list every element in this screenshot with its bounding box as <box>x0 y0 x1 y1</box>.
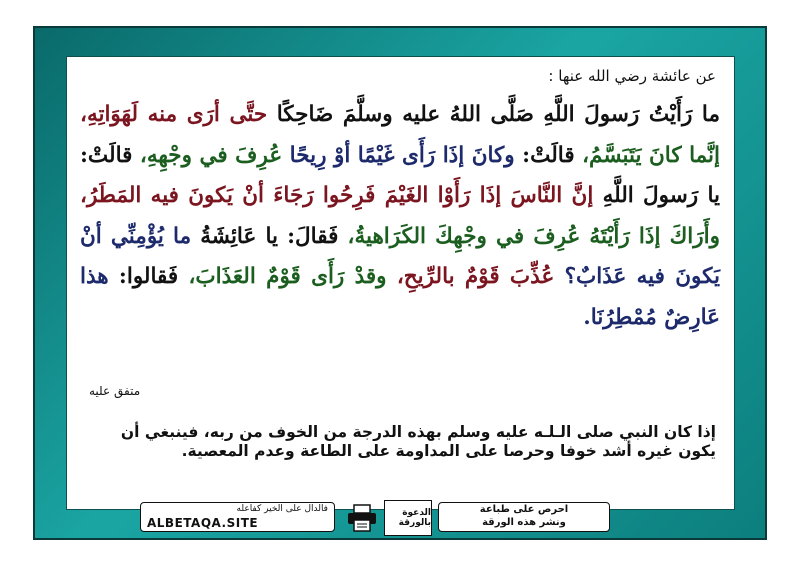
hadith-segment: قالَتْ: <box>514 142 575 168</box>
hadith-segment: إنَّ النَّاسَ إذَا رَأَوْا الغَيْمَ فَرِحُوا رَجَاءَ أنْ يَكونَ فيه المَطَرُ، <box>80 183 594 208</box>
intro-text: عن عائشة رضي الله عنها : <box>548 67 716 85</box>
site-box <box>140 502 335 532</box>
printer-icon <box>347 504 377 532</box>
hadith-segment: وأَرَاكَ إذَا رَأَيْتَهُ عُرِفَ في وجْهِكَ الكَرَاهيةُ، <box>338 223 720 249</box>
hadith-segment: ما رَأَيْتُ رَسولَ اللَّهِ صَلَّى اللهُ عليه وسلَّمَ ضَاحِكًا <box>267 102 720 127</box>
hadith-segment: وكانَ إذَا رَأَى غَيْمًا أوْ رِيحًا <box>282 142 515 168</box>
hadith-segment: حتَّى أرَى منه لَهَوَاتِهِ، <box>80 102 268 127</box>
site-link[interactable]: ALBETAQA.SITE <box>147 516 259 530</box>
hadith-segment: فَقالَ: يا عَائِشَةُ <box>191 223 339 249</box>
hadith-segment: إنَّما كانَ يَتَبَسَّمُ، <box>574 142 721 168</box>
print-note-line2: ونشر هذه الورقة <box>482 517 566 528</box>
hadith-segment: قالَتْ: يا رَسولَ اللَّهِ <box>80 142 720 208</box>
hadith-segment: هذا عَارِضٌ مُمْطِرُنَا. <box>80 264 720 330</box>
source-label: متفق عليه <box>89 384 141 398</box>
hadith-segment: ما يُؤْمِنِّي أنْ يَكونَ فيه عَذَابٌ؟ <box>80 223 720 289</box>
hadith-segment: عُذِّبَ قَوْمٌ بالرِّيحِ، <box>386 264 555 289</box>
hadith-segment: فَقالوا: <box>108 264 179 289</box>
logo-text: الدعوة بالورقة <box>398 508 431 528</box>
print-note-line1: احرص على طباعة <box>479 504 569 515</box>
card <box>67 57 734 509</box>
brand-logo <box>384 500 432 536</box>
hadith-text <box>80 95 720 338</box>
print-note-box <box>438 502 610 532</box>
hadith-segment: وقدْ رَأَى قَوْمٌ العَذَابَ، <box>178 264 387 289</box>
hadith-segment: عُرِفَ في وجْهِهِ، <box>132 142 283 168</box>
footer-slogan: فالدال على الخير كفاعله <box>236 504 328 514</box>
lesson-text: إذا كان النبي صلى الـلـه عليه وسلم بهذه الدرجة من الخوف من ربه، فينبغي أن يكون غيره أشد خوفا وحرصا على المداومة على الطاعة وعدم المعصية. <box>120 423 716 460</box>
footer <box>140 500 620 536</box>
